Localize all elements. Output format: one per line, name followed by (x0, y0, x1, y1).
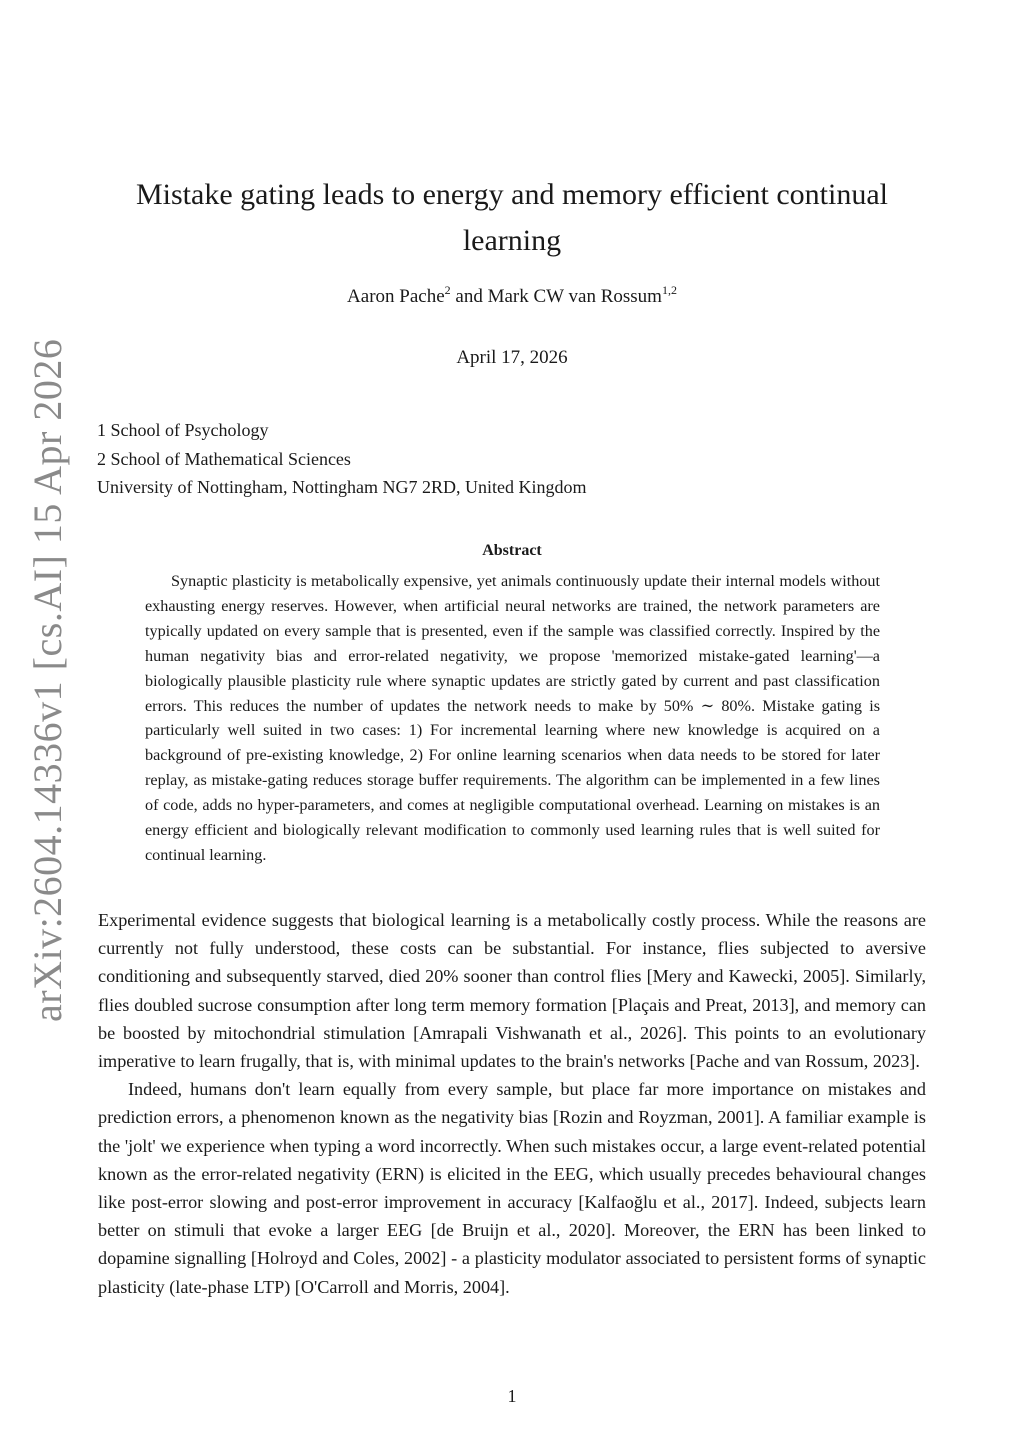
body-paragraph: Experimental evidence suggests that biological learning is a metabolically costly process. While the reasons are currently not fully understood, these costs can be substantial. For instance, flies subjected to aversive conditioning and subsequently starved, died 20% sooner than control flies [Mery and Kawecki, 2005]. Similarly, flies doubled sucrose consumption after long term memory formation [Plaçais and Preat, 2013], and memory can be boosted by mitochondrial stimulation [Amrapali Vishwanath et al., 2026]. This points to an evolutionary imperative to learn frugally, that is, with minimal updates to the brain's networks [Pache and van Rossum, 2023]. (98, 910, 926, 1072)
arxiv-identifier-stamp: arXiv:2604.14336v1 [cs.AI] 15 Apr 2026 (25, 338, 70, 1022)
author-conjunction: and (450, 286, 488, 307)
body-text (98, 906, 926, 1301)
paper-title: Mistake gating leads to energy and memory efficient continual learning (135, 178, 888, 257)
affiliation-line: University of Nottingham, Nottingham NG7 2RD, United Kingdom (97, 477, 587, 497)
author-affiliation-marker: 2 (444, 283, 451, 297)
author-name: Aaron Pache (347, 286, 445, 307)
author-affiliation-marker: 1,2 (661, 283, 677, 297)
affiliations-block (97, 416, 586, 502)
publication-date: April 17, 2026 (456, 347, 568, 368)
affiliation-line: 1 School of Psychology (97, 420, 269, 440)
body-paragraph: Indeed, humans don't learn equally from every sample, but place far more importance on mistakes and prediction errors, a phenomenon known as the negativity bias [Rozin and Royzman, 2001]. A familiar example is the 'jolt' we experience when typing a word incorrectly. When such mistakes occur, a large event-related potential known as the error-related negativity (ERN) is elicited in the EEG, which usually precedes behavioural changes like post-error slowing and post-error improvement in accuracy [Kalfaoğlu et al., 2017]. Indeed, subjects learn better on stimuli that evoke a larger EEG [de Bruijn et al., 2020]. Moreover, the ERN has been linked to dopamine signalling [Holroyd and Coles, 2002] - a plasticity modulator associated to persistent forms of synaptic plasticity (late-phase LTP) [O'Carroll and Morris, 2004]. (98, 1079, 926, 1297)
abstract-text: Synaptic plasticity is metabolically expensive, yet animals continuously update their internal models without exhausting energy reserves. However, when artificial neural networks are trained, the network parameters are typically updated on every sample that is presented, even if the sample was classified correctly. Inspired by the human negativity bias and error-related negativity, we propose 'memorized mistake-gated learning'—a biologically plausible plasticity rule where synaptic updates are strictly gated by current and past classification errors. This reduces the number of updates the network needs to make by 50% ∼ 80%. Mistake gating is particularly well suited in two cases: 1) For incremental learning where new knowledge is acquired on a background of pre-existing knowledge, 2) For online learning scenarios when data needs to be stored for later replay, as mistake-gating reduces storage buffer requirements. The algorithm can be implemented in a few lines of code, adds no hyper-parameters, and comes at negligible computational overhead. Learning on mistakes is an energy efficient and biologically relevant modification to commonly used learning rules that is well suited for continual learning. (145, 572, 880, 864)
affiliation-line: 2 School of Mathematical Sciences (97, 448, 351, 469)
author-list (100, 284, 924, 310)
page-number: 1 (507, 1386, 517, 1406)
author-name: Mark CW van Rossum (487, 286, 662, 307)
abstract-heading: Abstract (482, 542, 542, 559)
